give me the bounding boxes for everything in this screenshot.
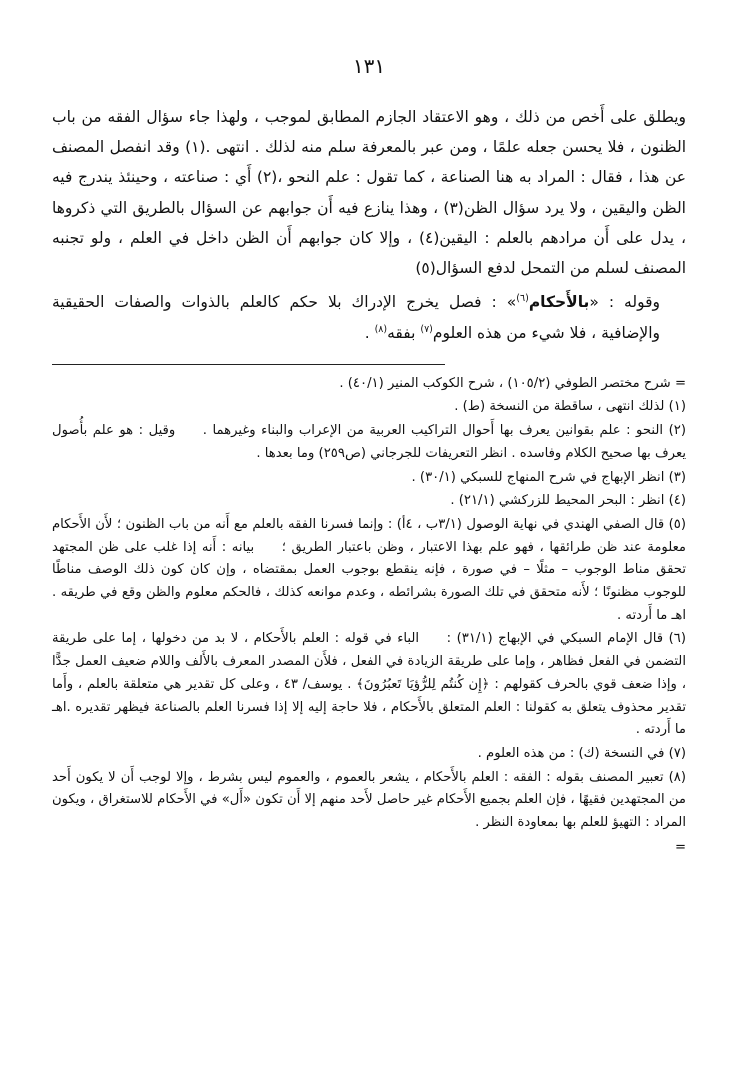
footnote-7 — [52, 743, 686, 766]
quote-tail: بفقه — [387, 323, 421, 342]
footnote-text: النحو : علم بقوانين يعرف بها أَحوال التراكيب العربية من الإعراب والبناء وغيرهما . — [202, 423, 664, 439]
footnote-divider — [52, 364, 445, 365]
page-number: ١٣١ — [352, 54, 386, 78]
footnote-ref-8: (٨) — [374, 323, 388, 335]
footnote-text: لذلك انتهى ، ساقطة من النسخة (ط) . — [454, 399, 665, 415]
footnote-ref-7: (٧) — [420, 323, 433, 335]
footnote-marker: (١) — [668, 399, 686, 415]
footnote-text-cont: الباء في قوله : العلم بالأَحكام ، لا بد من دخولها ، إما على طريقة التضمن في الفعل فظاهر ، وإما على طريقة الزيادة في الفعل ، فلأَن المصدر المعرف بالأَلف واللام ضعيف العمل جدًّا ، وإذا ضعف قوي بالحرف كقولهم : ﴿إِن كُنتُم لِلرُّؤيَا تَعبُرُونَ﴾ . يوسف/ ٤٣ ، وعلى كل تقدير هي متعلقة بالعلم ، وأَما تقدير محذوف يتعلق به كقولنا : العلم المتعلق بالأَحكام ، فلا حاجة إليه إلا إذا فسرنا العلم بالصناعة فيظهر تقديره .اهـ ما أَردته . — [52, 631, 686, 738]
footnote-marker: (٢) — [668, 423, 686, 439]
footnote-text-cont: بيانه : أَنه إذا غلب على ظن المجتهد تحقق مناط الوجوب – مثلًا – في صورة ، فإنه ينقطع بوجوب العمل بمقتضاه ، وإن كان كون ذلك الوصف مناطًا للوجوب مظنونًا ؛ لأَنه متحقق في تلك الصورة بشرائطه ، وعدم موانعه كذلك ، فالحكم معلوم والظن وقع في طريقه . اهـ ما أَردته . — [52, 539, 686, 623]
footnote-text: انظر : البحر المحيط للزركشي (٢١/١) . — [450, 493, 665, 509]
footnote-marker: (٦) — [668, 631, 686, 647]
footnote-ref-6: (٦) — [516, 293, 529, 305]
footnote-5 — [52, 514, 686, 628]
footnote-1 — [52, 396, 686, 419]
footnote-3 — [52, 467, 686, 490]
quote-suffix: » : فصل يخرج الإدراك بلا حكم كالعلم بالذوات والصفات الحقيقية والإضافية ، فلا شيء من هذه العلوم — [52, 293, 660, 342]
footnote-2 — [52, 420, 686, 465]
footnote-text: تعبير المصنف بقوله : الفقه : العلم بالأَحكام ، يشعر بالعموم ، والعموم ليس بشرط ، وإلا لوجب أَن لا يكون أَحد من المجتهدين فقيهًا ، فإن العلم بجميع الأَحكام غير حاصل لأَحد منهم إلا أَن تكون «أَل» في الأَحكام للاستغراق ، ويكون المراد : التهيؤ للعلم بها بمعاودة النظر . — [52, 769, 686, 831]
footnote-text-cont: وقيل : هو علم بأُصول يعرف بها صحيح الكلام وفاسده . انظر التعريفات للجرجاني (ص٢٥٩) وما بعدها . — [52, 423, 686, 461]
footnote-marker: (٤) — [668, 493, 686, 509]
footnote-marker: (٧) — [668, 746, 686, 761]
quote-paragraph — [52, 287, 686, 347]
footnote-text: شرح مختصر الطوفي (١٠٥/٢) ، شرح الكوكب المنير (٤٠/١) . — [339, 375, 671, 391]
quote-prefix: وقوله : « — [589, 293, 660, 312]
footnote-continued — [52, 373, 686, 396]
footnote-marker: = — [674, 375, 686, 391]
footnotes-section — [52, 373, 686, 860]
footnote-text: في النسخة (ك) : من هذه العلوم . — [477, 746, 665, 761]
footnote-continuation-marker: = — [674, 839, 686, 855]
footnote-8 — [52, 767, 686, 835]
footnote-text: قال الصفي الهندي في نهاية الوصول (٣/١ب ، ٤أ) : وإنما فسرنا الفقه بالعلم مع أَنه من باب الظنون ؛ لأَن الأَحكام معلومة عند ظن طرائقها ، فهو علم بهذا الاعتبار ، وظن باعتبار الطريق ؛ — [52, 516, 686, 555]
footnote-marker: (٨) — [668, 769, 686, 785]
quote-end: . — [364, 323, 375, 342]
body-paragraph: ويطلق على أَخص من ذلك ، وهو الاعتقاد الجازم المطابق لموجب ، ولهذا جاء سؤال الفقه من باب الظنون ، فلا يحسن جعله علمًا ، ومن عبر بالمعرفة سلم منه لذلك . انتهى .(١) وقد انفصل المصنف عن هذا ، فقال : المراد به هنا الصناعة ، كما تقول : علم النحو ،(٢) أَي : صناعته ، وحينئذ يندرج فيه الظن واليقين ، ولا يرد سؤال الظن(٣) ، وهذا ينازع فيه أَن جوابهم عن السؤال بالطريق التي ذكروها ، يدل على أَن مرادهم بالعلم : اليقين(٤) ، وإلا كان جوابهم أَن الظن داخل في العلم ، ولو تجنبه المصنف لسلم من التمحل لدفع السؤال(٥) — [52, 108, 686, 278]
footnote-text: قال الإمام السبكي في الإبهاج (٣١/١) : — [446, 631, 664, 647]
footnote-text: انظر الإبهاج في شرح المنهاج للسبكي (٣٠/١) . — [411, 469, 665, 485]
footnote-6 — [52, 628, 686, 742]
quote-term: بالأَحكام — [528, 293, 590, 312]
footnote-4 — [52, 490, 686, 513]
footnote-marker: (٥) — [668, 516, 686, 532]
footnote-marker: (٣) — [668, 469, 686, 485]
main-body — [52, 102, 686, 348]
